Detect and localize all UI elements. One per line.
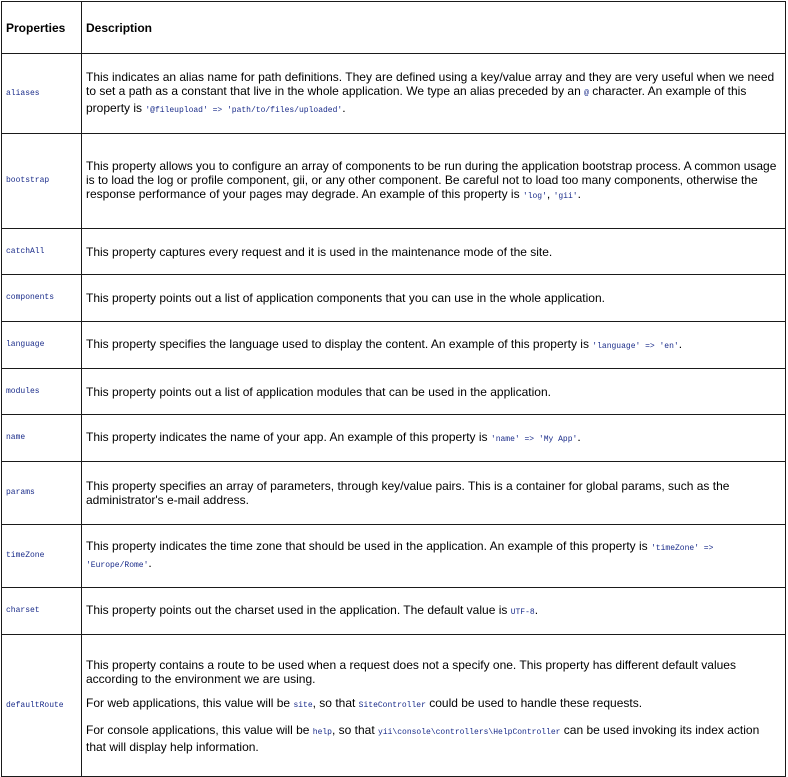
property-description <box>82 134 786 229</box>
property-name: timeZone <box>2 525 82 588</box>
description-paragraph <box>86 385 781 399</box>
properties-table-container <box>1 1 785 777</box>
property-row <box>2 415 786 462</box>
description-text: . <box>342 100 346 115</box>
description-text: This property allows you to configure an array of components to be run during the application bootstrap process. A common usage is to load the log or profile component, gii, or any other component. Be careful not to load too many components, otherwise the response performance of your pages may degrade. An example of this property is <box>86 158 777 201</box>
description-text: For web applications, this value will be <box>86 695 294 710</box>
property-name: language <box>2 322 82 369</box>
code-snippet: 'log' <box>522 191 547 201</box>
code-snippet: help <box>312 727 332 737</box>
property-name: bootstrap <box>2 134 82 229</box>
code-snippet: '@fileupload' => 'path/to/files/uploaded' <box>145 105 343 115</box>
property-name: catchAll <box>2 229 82 275</box>
description-text: can be used invoking its index action that will display help information. <box>86 722 760 754</box>
description-text: This property points out the charset used in the application. The default value is <box>86 602 511 617</box>
description-text: This property specifies an array of parameters, through key/value pairs. This is a container for global params, such as the administrator's e-mail address. <box>86 479 730 507</box>
code-snippet: @ <box>584 88 589 98</box>
description-text: . <box>577 186 581 201</box>
property-row <box>2 588 786 635</box>
description-text: For console applications, this value will be <box>86 722 313 737</box>
description-text: could be used to handle these requests. <box>425 695 643 710</box>
description-paragraph <box>86 479 781 507</box>
property-name: params <box>2 462 82 525</box>
property-description <box>82 322 786 369</box>
property-row <box>2 635 786 777</box>
description-text: character. An example of this property is <box>86 83 747 115</box>
property-row <box>2 54 786 134</box>
description-column-header: Description <box>82 2 786 54</box>
description-text: . <box>577 429 581 444</box>
code-snippet: 'language' => 'en' <box>592 341 679 351</box>
properties-column-header: Properties <box>2 2 82 54</box>
property-description <box>82 369 786 415</box>
description-paragraph <box>86 696 781 713</box>
properties-table <box>1 1 786 777</box>
property-description <box>82 415 786 462</box>
property-row <box>2 525 786 588</box>
code-snippet: yii\console\controllers\HelpController <box>378 727 561 737</box>
property-description <box>82 635 786 777</box>
property-row <box>2 322 786 369</box>
property-name: modules <box>2 369 82 415</box>
description-paragraph <box>86 70 781 118</box>
property-row <box>2 462 786 525</box>
code-snippet: 'gii' <box>553 191 578 201</box>
description-paragraph <box>86 159 781 204</box>
description-text: This property points out a list of application components that you can use in the whole application. <box>86 291 605 305</box>
description-text: This property specifies the language used to display the content. An example of this property is <box>86 336 593 351</box>
description-text: This property indicates the time zone that should be used in the application. An example of this property is <box>86 539 651 553</box>
property-description <box>82 588 786 635</box>
description-paragraph <box>86 337 781 354</box>
description-paragraph <box>86 658 781 686</box>
description-paragraph <box>86 291 781 305</box>
property-row <box>2 229 786 275</box>
description-text: . <box>678 336 683 351</box>
property-name: name <box>2 415 82 462</box>
description-paragraph <box>86 723 781 754</box>
code-snippet: SiteController <box>358 700 426 710</box>
code-snippet: 'timeZone' => 'Europe/Rome' <box>86 544 714 570</box>
property-description <box>82 229 786 275</box>
property-description <box>82 54 786 134</box>
description-text: , so that <box>331 722 379 737</box>
header-row <box>2 2 786 54</box>
description-text: This property indicates the name of your app. An example of this property is <box>86 429 491 444</box>
description-paragraph <box>86 430 781 447</box>
code-snippet: UTF-8 <box>510 607 535 617</box>
property-description <box>82 525 786 588</box>
description-text: . <box>534 602 539 617</box>
description-paragraph <box>86 245 781 259</box>
description-text: This property contains a route to be used when a request does not a specify one. This property has different default values according to the environment we are using. <box>86 657 736 686</box>
property-name: defaultRoute <box>2 635 82 777</box>
property-name: charset <box>2 588 82 635</box>
description-text: . <box>148 556 152 570</box>
code-snippet: 'name' => 'My App' <box>490 434 578 444</box>
description-text: This property captures every request and it is used in the maintenance mode of the site. <box>86 244 553 259</box>
description-text: This property points out a list of application modules that can be used in the application. <box>86 384 551 399</box>
property-name: components <box>2 275 82 322</box>
description-paragraph <box>86 539 781 573</box>
description-text: , so that <box>312 695 359 710</box>
property-row <box>2 369 786 415</box>
property-row <box>2 275 786 322</box>
description-text: , <box>546 186 554 201</box>
property-description <box>82 275 786 322</box>
code-snippet: site <box>293 700 313 710</box>
property-name: aliases <box>2 54 82 134</box>
property-row <box>2 134 786 229</box>
description-text: This indicates an alias name for path definitions. They are defined using a key/value array and they are very useful when we need to set a path as a constant that live in the whole application. We type an alias preceded by an <box>86 69 775 98</box>
property-description <box>82 462 786 525</box>
description-paragraph <box>86 603 781 620</box>
